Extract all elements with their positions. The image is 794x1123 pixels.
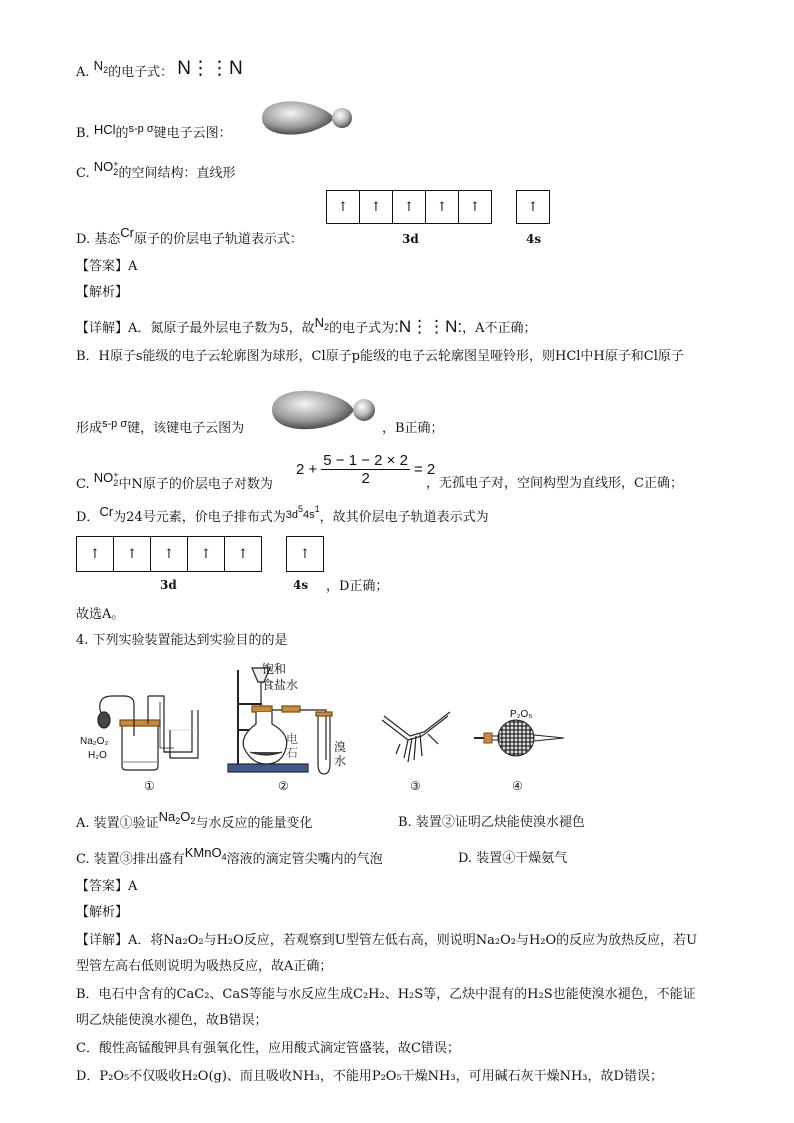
detail-2-c: C．酸性高锰酸钾具有强氧化性，应用酸式滴定管盛装，故C错误； — [76, 1041, 460, 1056]
conclusion-1: 故选A。 — [76, 607, 125, 622]
orbital-box: ↑ — [425, 190, 459, 224]
q4-option-c: C. 装置③排出盛有KMnO$_4$溶液的滴定管尖嘴内的气泡 — [76, 845, 383, 867]
orbital-diagram-4s-1 — [516, 190, 550, 224]
option-a-prefix: A. — [76, 65, 90, 80]
q4-option-a: A. 装置①验证$Na_2O_2$与水反应的能量变化 — [76, 809, 313, 831]
orbital-box: ↑ — [359, 190, 393, 224]
orbital-box: ↑ — [113, 536, 151, 572]
option-b-formula: HCl — [93, 122, 116, 137]
label-saturated: 饱和 — [262, 662, 287, 676]
option-b-text2: 键电子云图： — [153, 126, 232, 141]
detail-1-c-post: ，无孤电子对，空间构型为直线形，C正确； — [426, 476, 683, 491]
orbital-diagram-3d-1 — [326, 190, 492, 224]
detail-1-b-line1: B．H原子s能级的电子云轮廓图为球形，Cl原子p能级的电子云轮廓图呈哑铃形，则HCl中H原子和Cl原子 — [76, 349, 684, 364]
detail-1-b-post: ，B正确； — [382, 421, 444, 436]
orbital-box: ↑ — [326, 190, 360, 224]
option-a-text: 的电子式： — [108, 65, 174, 80]
option-b-prefix: B. — [76, 126, 90, 141]
label-calcium-carbide-2: 石 — [286, 746, 299, 760]
label-h2o: H₂O — [88, 750, 107, 761]
detail-2-a-line1: 【详解】A．将Na₂O₂与H₂O反应，若观察到U型管左低右高，则说明Na₂O₂与H₂O的反应为放热反应，若U — [76, 933, 698, 948]
apparatus-3 — [378, 710, 454, 768]
option-a — [76, 58, 243, 82]
label-3d: 3d — [402, 232, 419, 246]
orbital-box: ↑ — [224, 536, 262, 572]
answer-1: 【答案】A — [76, 259, 138, 274]
orbital-box: ↑ — [516, 190, 550, 224]
orbital-box: ↑ — [458, 190, 492, 224]
option-c-text: 的空间结构：直线形 — [118, 166, 236, 181]
detail-2-b-line1: B．电石中含有的CaC₂、CaS等能与水反应生成C₂H₂、H₂S等，乙炔中混有的H₂S也能使溴水褪色，不能证 — [76, 987, 696, 1002]
valence-pair-formula: 2 + $\frac{5 - 1 - 2 \times 2}{2}$ = 2 — [296, 452, 436, 487]
caption-1: ① — [144, 779, 155, 793]
label-bromine-1: 溴 — [334, 740, 347, 754]
orbital-diagram-4s-2 — [286, 536, 324, 572]
caption-2: ② — [278, 779, 289, 793]
caption-4: ④ — [512, 779, 523, 793]
electron-cloud-diagram-1 — [258, 96, 354, 140]
option-c-formula: NO + 2 — [93, 158, 119, 177]
q4-option-b: B. 装置②证明乙炔能使溴水褪色 — [398, 815, 585, 830]
analysis-1: 【解析】 — [76, 285, 129, 300]
orbital-box: ↑ — [187, 536, 225, 572]
label-na2o2: Na₂O₂ — [80, 736, 109, 747]
label-calcium-carbide-1: 电 — [286, 732, 299, 746]
option-d — [76, 225, 303, 249]
apparatus-4 — [472, 716, 568, 762]
answer-2: 【答案】A — [76, 879, 138, 894]
label-p2o5: P₂O₅ — [510, 709, 533, 720]
detail-2-a-line2: 型管左高右低则说明为吸热反应，故A正确； — [76, 959, 333, 974]
detail-1-d-end: ，D正确； — [326, 579, 389, 594]
orbital-box: ↑ — [76, 536, 114, 572]
label-4s-2: 4s — [293, 578, 309, 592]
apparatus-1 — [76, 690, 216, 778]
orbital-box: ↑ — [286, 536, 324, 572]
detail-2-b-line2: 明乙炔能使溴水褪色，故B错误； — [76, 1013, 268, 1028]
option-a-formula: $N_2$ — [93, 58, 109, 75]
orbital-box: ↑ — [150, 536, 188, 572]
label-4s: 4s — [526, 232, 542, 246]
detail-1-d: D．Cr为24号元素，价电子排布式为$^{3d^54s^1}$，故其价层电子轨道表示式为 — [76, 504, 489, 525]
analysis-2: 【解析】 — [76, 905, 129, 920]
label-brine: 食盐水 — [262, 678, 299, 692]
label-bromine-2: 水 — [334, 754, 347, 768]
orbital-diagram-3d-2 — [76, 536, 262, 572]
detail-1-c: C. NO + 2 中N原子的价层电子对数为 — [76, 469, 273, 492]
option-c-prefix: C. — [76, 166, 90, 181]
orbital-box: ↑ — [392, 190, 426, 224]
option-d-prefix: D. 基态 — [76, 232, 121, 247]
option-b-bond-type: s-p σ — [128, 123, 154, 135]
detail-1-b-line2: 形成$^{s-p \sigma}$键，该键电子云图为 — [76, 418, 245, 436]
detail-1-a: 【详解】A．氮原子最外层电子数为5，故$N_2$的电子式为:N⋮⋮N:，A不正确； — [76, 315, 537, 336]
option-c — [76, 158, 236, 183]
option-d-formula: Cr — [120, 225, 134, 240]
question-4-stem: 4. 下列实验装置能达到实验目的的是 — [76, 633, 288, 648]
option-d-text: 原子的价层电子轨道表示式： — [133, 232, 303, 247]
caption-3: ③ — [410, 779, 421, 793]
option-b-text1: 的 — [115, 126, 129, 141]
detail-2-d: D．P₂O₅不仅吸收H₂O(g)、而且吸收NH₃，不能用P₂O₅干燥NH₃，可用碱石灰干燥NH₃，故D错误； — [76, 1069, 663, 1084]
q4-option-d: D. 装置④干燥氨气 — [458, 851, 568, 866]
option-a-lewis-structure: N⋮⋮N — [177, 58, 243, 79]
electron-cloud-diagram-2 — [268, 385, 380, 435]
label-3d-2: 3d — [160, 578, 177, 592]
option-b — [76, 124, 232, 143]
